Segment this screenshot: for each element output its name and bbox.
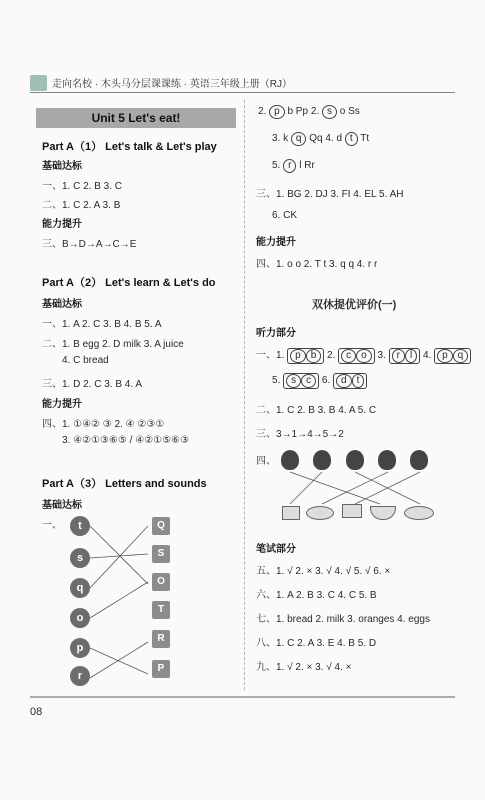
l2-1a: s <box>286 374 301 388</box>
child-face-icon <box>281 450 299 470</box>
l1-3c: 4. <box>422 350 432 361</box>
part1-title: Part A（1） Let's talk & Let's play <box>42 141 217 153</box>
evaluation-title: 双休提优评价(一) <box>312 299 397 311</box>
listening-heading: 听力部分 <box>256 328 296 339</box>
child-face-icon <box>313 450 331 470</box>
right-line-5: 6. CK <box>272 210 298 221</box>
r1-post: o Ss <box>339 106 360 117</box>
part2-line-1: 一、1. A 2. C 3. B 4. B 5. A <box>42 319 162 330</box>
page-number: 08 <box>30 706 43 718</box>
part2-line-2: 二、1. B egg 2. D milk 3. A juice <box>42 339 184 350</box>
written-heading: 笔试部分 <box>256 544 296 555</box>
letter-ball-t: t <box>70 516 90 536</box>
part1-line-1: 一、1. C 2. B 3. C <box>42 181 123 192</box>
child-face-icon <box>410 450 428 470</box>
plate-icon <box>404 506 434 520</box>
letter-ball-o: o <box>70 608 90 628</box>
letter-ball-q: q <box>70 578 90 598</box>
letter-ball-s: s <box>70 548 90 568</box>
l2-2b: t <box>352 374 365 388</box>
l1-box-1 <box>287 348 324 364</box>
part3-basic-heading: 基础达标 <box>42 500 82 511</box>
l1-4b: q <box>453 349 469 363</box>
listening-line-2 <box>272 373 367 389</box>
l2-2-pre: 6. <box>321 375 331 386</box>
l1-4a: p <box>437 349 453 363</box>
box-icon <box>342 504 362 518</box>
l1-3a: r <box>392 349 405 363</box>
l1-1c: 2. <box>327 350 336 361</box>
letter-cap-S: S <box>152 545 170 563</box>
part2-line-6: 3. ④②①③⑥⑤ / ④②①⑤⑥③ <box>62 435 190 446</box>
l2-2a: d <box>336 374 352 388</box>
r3-post: l Rr <box>299 160 315 171</box>
unit-title: Unit 5 Let's eat! <box>91 111 181 125</box>
header-title: 走向名校 · 木头马分层课课练 · 英语三年级上册（RJ） <box>52 79 292 90</box>
l1-3b: l <box>405 349 417 363</box>
column-divider <box>244 100 245 690</box>
letter-cap-T: T <box>152 601 170 619</box>
letter-cap-R: R <box>152 630 170 648</box>
l1-1b: b <box>306 349 322 363</box>
l1-2a: c <box>341 349 356 363</box>
child-face-icon <box>378 450 396 470</box>
written-line-1: 五、1. √ 2. × 3. √ 4. √ 5. √ 6. × <box>256 566 391 577</box>
l2-box-2 <box>333 373 367 389</box>
header-rule <box>30 92 455 93</box>
letter-ball-r: r <box>70 666 90 686</box>
right-line-6: 四、1. o o 2. T t 3. q q 4. r r <box>256 259 378 270</box>
part2-line-4: 三、1. D 2. C 3. B 4. A <box>42 379 143 390</box>
r3-circled-1: r <box>283 159 296 173</box>
l1-box-4 <box>434 348 471 364</box>
footer-rule <box>30 696 455 698</box>
part2-ability-heading: 能力提升 <box>42 399 82 410</box>
written-line-3: 七、1. bread 2. milk 3. oranges 4. eggs <box>256 614 430 625</box>
bread-icon <box>306 506 334 520</box>
l1-1a: p <box>290 349 306 363</box>
part1-line-3: 三、B→D→A→C→E <box>42 239 137 250</box>
written-line-5: 九、1. √ 2. × 3. √ 4. × <box>256 662 352 673</box>
part2-line-5: 四、1. ①④② ③ 2. ④ ②③① <box>42 419 165 430</box>
part3-line-1: 一、 <box>42 520 62 531</box>
l1-box-3 <box>389 348 421 364</box>
right-line-4: 三、1. BG 2. DJ 3. FI 4. EL 5. AH <box>256 189 404 200</box>
listening-line-3: 二、1. C 2. B 3. B 4. A 5. C <box>256 405 377 416</box>
letter-cap-O: O <box>152 573 170 591</box>
r1-circled-1: p <box>269 105 285 119</box>
matching-lines <box>60 510 190 690</box>
r2-pre: 3. k <box>272 133 289 144</box>
r2-post: Tt <box>360 133 370 144</box>
r1-pre: 2. <box>258 106 267 117</box>
part2-basic-heading: 基础达标 <box>42 299 82 310</box>
l1-2c: 3. <box>377 350 386 361</box>
letter-ball-p: p <box>70 638 90 658</box>
drink-icon <box>282 506 300 520</box>
l2-box-1 <box>283 373 319 389</box>
letter-cap-Q: Q <box>152 517 170 535</box>
child-face-icon <box>346 450 364 470</box>
r2-circled-1: q <box>291 132 307 146</box>
l1-box-2 <box>338 348 375 364</box>
written-line-4: 八、1. C 2. A 3. E 4. B 5. D <box>256 638 377 649</box>
r2-circled-2: t <box>345 132 358 146</box>
r3-pre: 5. <box>272 160 281 171</box>
written-line-2: 六、1. A 2. B 3. C 4. C 5. B <box>256 590 377 601</box>
right-line-2 <box>272 132 369 146</box>
part2-title: Part A（2） Let's learn & Let's do <box>42 277 216 289</box>
right-line-3 <box>272 159 315 173</box>
part1-basic-heading: 基础达标 <box>42 161 82 172</box>
right-ability-heading: 能力提升 <box>256 237 296 248</box>
bowl-icon <box>370 506 396 520</box>
r1-circled-2: s <box>322 105 337 119</box>
listening-line-4: 三、3→1→4→5→2 <box>256 429 344 440</box>
letter-cap-P: P <box>152 660 170 678</box>
part1-ability-heading: 能力提升 <box>42 219 82 230</box>
book-logo-icon <box>30 75 47 91</box>
l1-2b: o <box>356 349 372 363</box>
listening-line-5: 四、 <box>256 456 276 467</box>
right-line-1 <box>258 105 360 119</box>
r1-mid: b Pp 2. <box>287 106 320 117</box>
r2-mid: Qq 4. d <box>309 133 343 144</box>
unit-title-bar <box>36 108 236 128</box>
part3-title: Part A（3） Letters and sounds <box>42 478 207 490</box>
part1-line-2: 二、1. C 2. A 3. B <box>42 200 121 211</box>
l2-1-pre: 5. <box>272 375 281 386</box>
l2-1b: c <box>301 374 316 388</box>
listening-line-1 <box>256 346 471 364</box>
l1-label: 一、1. <box>256 350 285 361</box>
part2-line-3: 4. C bread <box>62 355 109 366</box>
